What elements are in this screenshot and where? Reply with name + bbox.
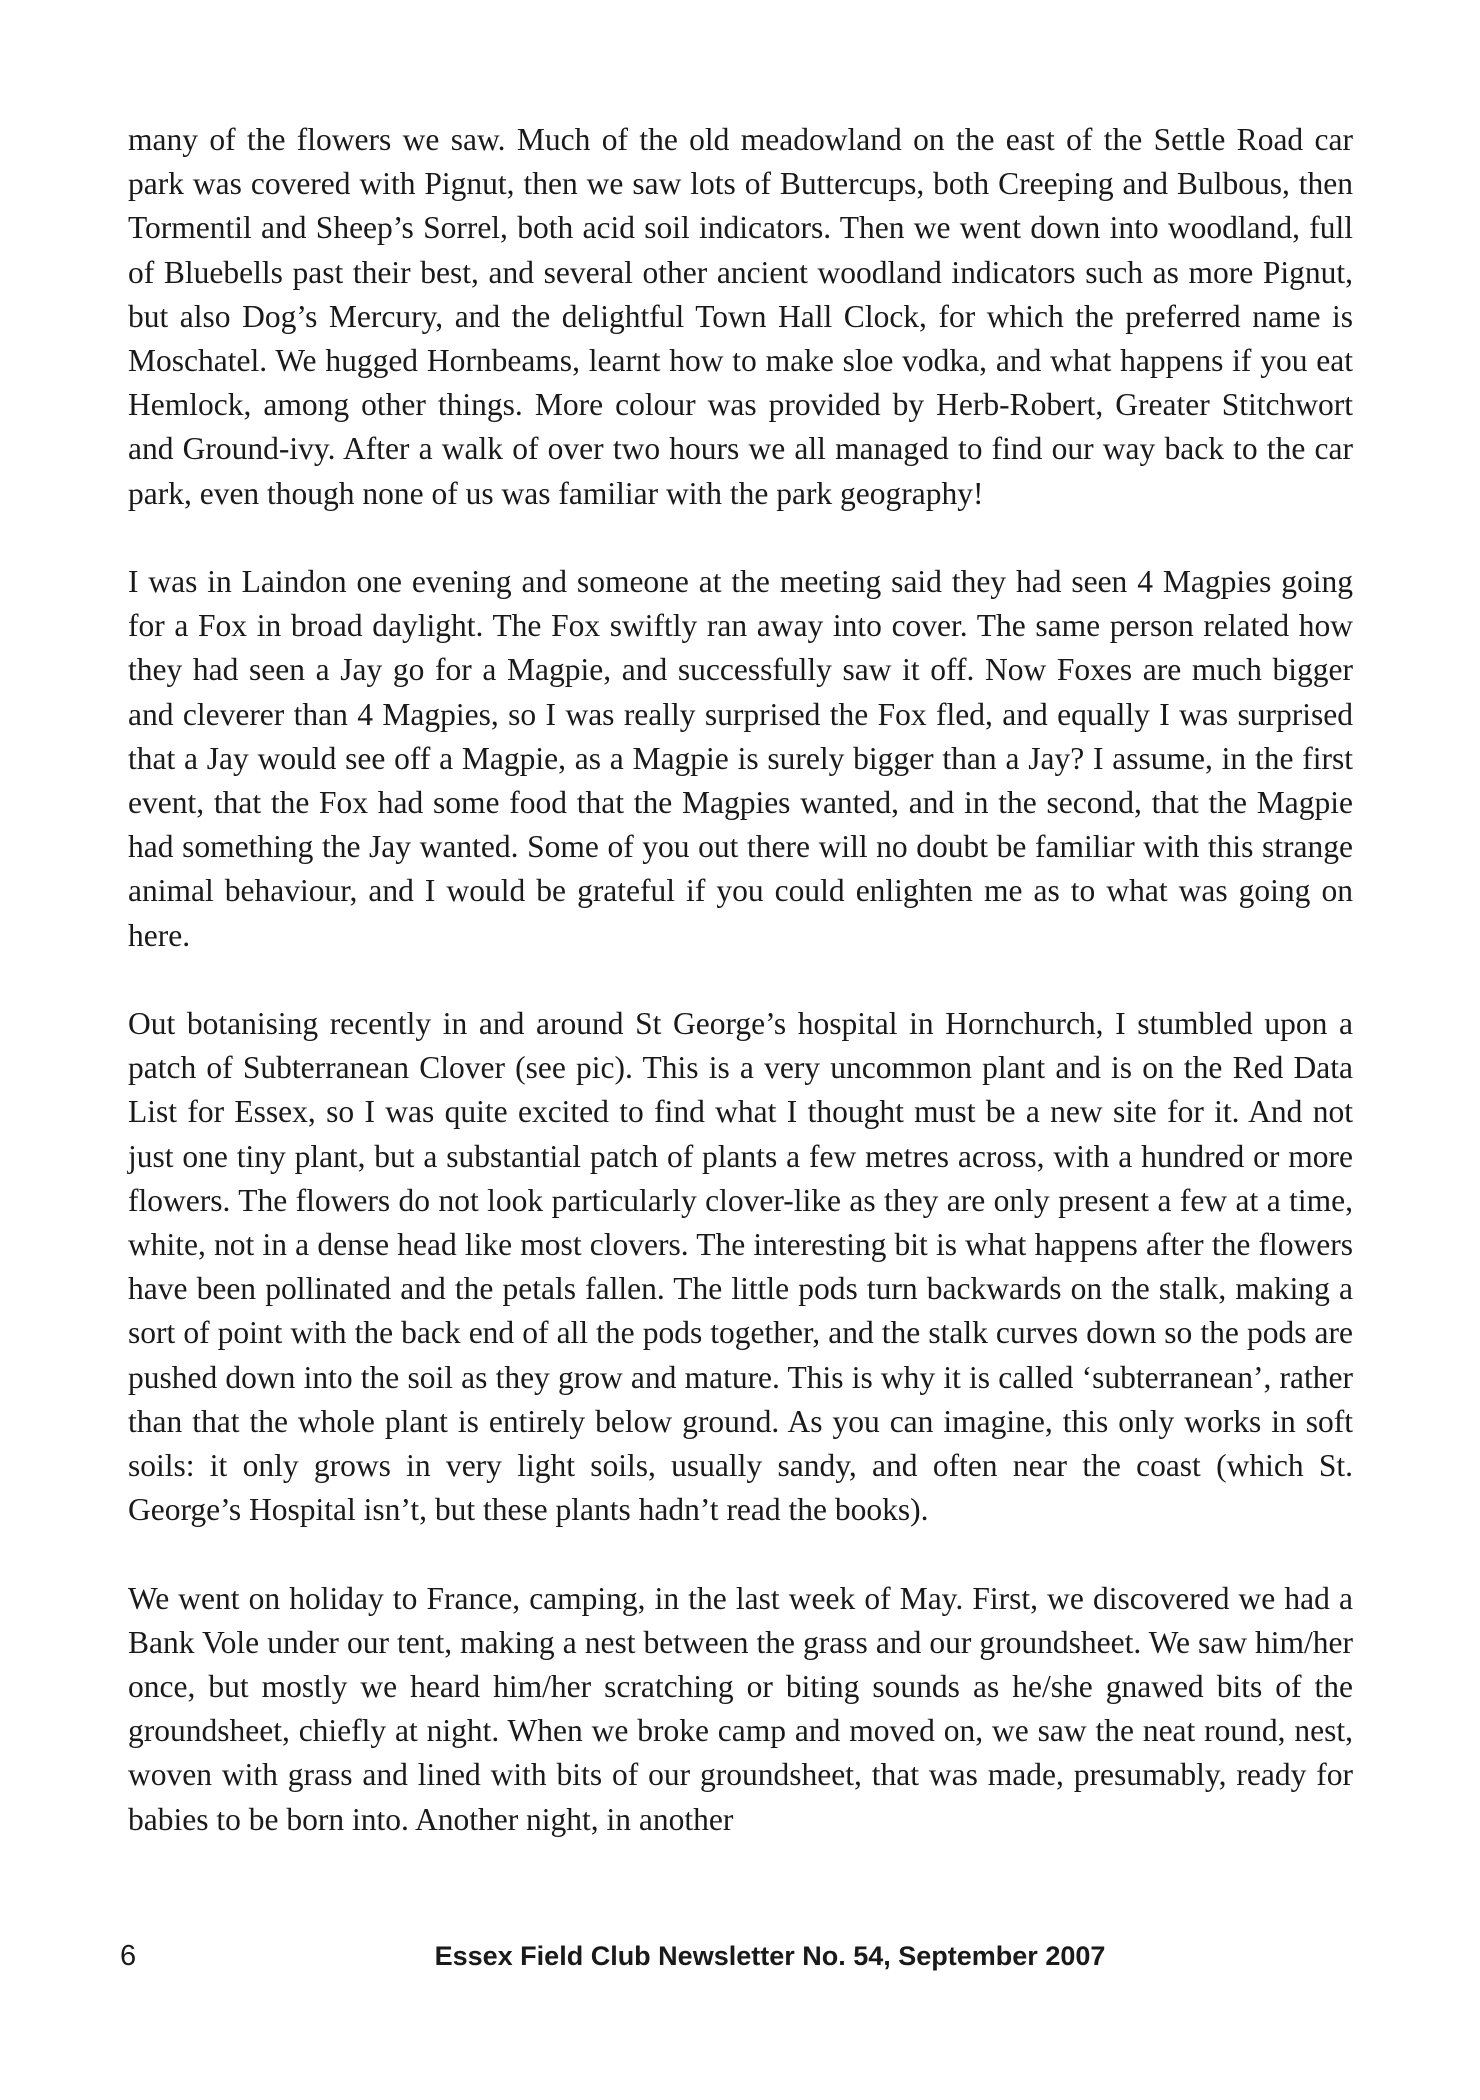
paragraph-france-camping: We went on holiday to France, camping, in the last week of May. First, we discovered we had a Bank Vole under our tent, making a nest between the grass and our groundsheet. We saw him/her once, but mostly we heard him/her scratching or biting sounds as he/she gnawed bits of the groundsheet, chiefly at night. When we broke camp and moved on, we saw the neat round, nest, woven with grass and lined with bits of our groundsheet, that was made, presumably, ready for babies to be born into. Another night, in another [128,1580,1353,1837]
paragraph-magpies-fox: I was in Laindon one evening and someone at the meeting said they had seen 4 Magpies going for a Fox in broad daylight. The Fox swiftly ran away into cover. The same person related how they had seen a Jay go for a Magpie, and successfully saw it off. Now Foxes are much bigger and cleverer than 4 Magpies, so I was really surprised the Fox fled, and equally I was surprised that a Jay would see off a Magpie, as a Magpie is surely bigger than a Jay? I assume, in the first event, that the Fox had some food that the Magpies wanted, and in the second, that the Magpie had something the Jay wanted. Some of you out there will no doubt be familiar with this strange animal behaviour, and I would be grateful if you could enlighten me as to what was going on here. [128,564,1353,953]
publication-title: Essex Field Club Newsletter No. 54, September 2007 [434,1941,1106,1971]
page-number: 6 [120,1940,137,1972]
paragraph-settle-road-walk: many of the flowers we saw. Much of the old meadowland on the east of the Settle Road car park was covered with Pignut, then we saw lots of Buttercups, both Creeping and Bulbous, then Tormentil and Sheep’s Sorrel, both acid soil indicators. Then we went down into woodland, full of Bluebells past their best, and several other ancient woodland indicators such as more Pignut, but also Dog’s Mercury, and the delightful Town Hall Clock, for which the preferred name is Moschatel. We hugged Hornbeams, learnt how to make sloe vodka, and what happens if you eat Hemlock, among other things. More colour was provided by Herb-Robert, Greater Stitchwort and Ground-ivy. After a walk of over two hours we all managed to find our way back to the car park, even though none of us was familiar with the park geography! [128,122,1353,511]
article-body [128,118,1353,1842]
page-footer [0,1936,1480,1976]
paragraph-subterranean-clover: Out botanising recently in and around St George’s hospital in Hornchurch, I stumbled upon a patch of Subterranean Clover (see pic). This is a very uncommon plant and is on the Red Data List for Essex, so I was quite excited to find what I thought must be a new site for it. And not just one tiny plant, but a substantial patch of plants a few metres across, with a hundred or more flowers. The flowers do not look particularly clover-like as they are only present a few at a time, white, not in a dense head like most clovers. The interesting bit is what happens after the flowers have been pollinated and the petals fallen. The little pods turn backwards on the stalk, making a sort of point with the back end of all the pods together, and the stalk curves down so the pods are pushed down into the soil as they grow and mature. This is why it is called ‘subterranean’, rather than that the whole plant is entirely below ground. As you can imagine, this only works in soft soils: it only grows in very light soils, usually sandy, and often near the coast (which St. George’s Hospital isn’t, but these plants hadn’t read the books). [128,1006,1353,1528]
